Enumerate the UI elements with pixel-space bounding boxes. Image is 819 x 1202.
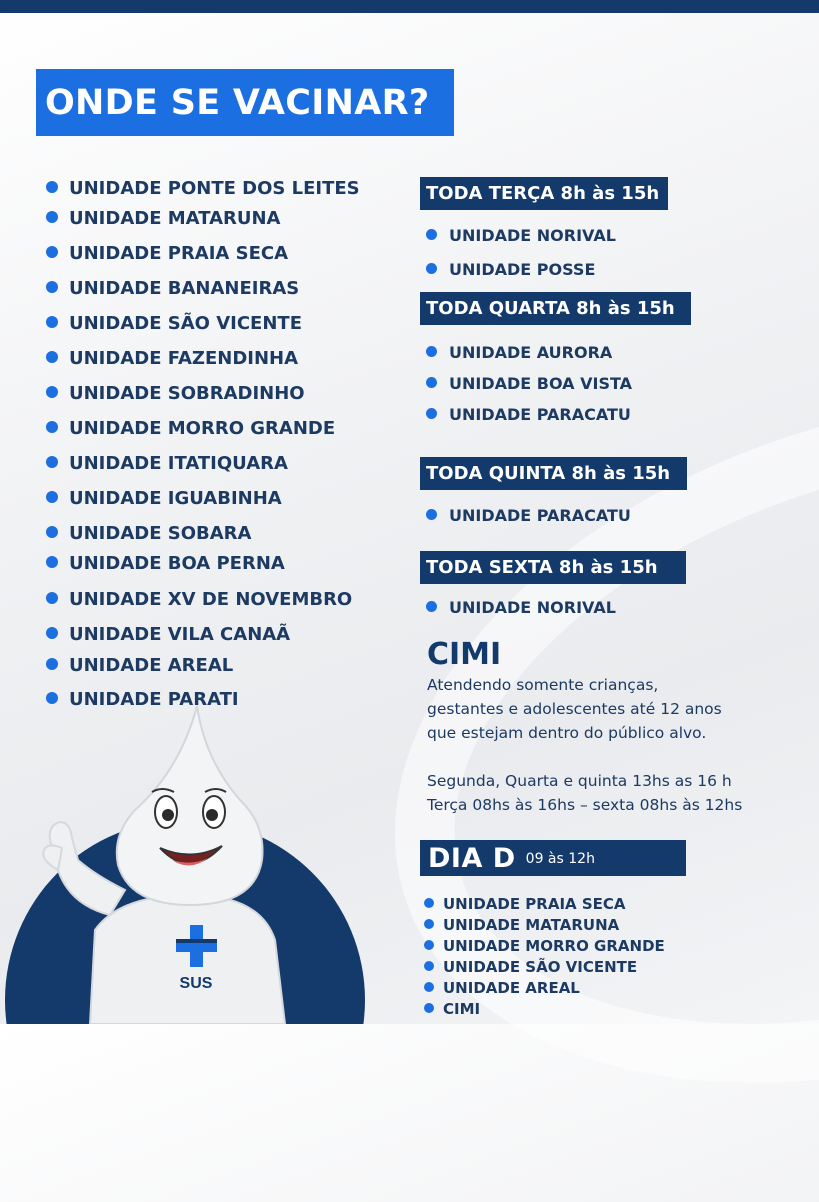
list-item: UNIDADE PARACATU [426, 506, 631, 525]
list-item: UNIDADE NORIVAL [426, 598, 616, 617]
list-item: UNIDADE IGUABINHA [46, 488, 282, 509]
mascot-body [90, 895, 285, 1024]
bullet-icon [426, 509, 437, 520]
bullet-icon [46, 351, 58, 363]
bullet-icon [426, 601, 437, 612]
list-item: UNIDADE ITATIQUARA [46, 453, 288, 474]
list-item: UNIDADE XV DE NOVEMBRO [46, 589, 352, 610]
bullet-icon [46, 386, 58, 398]
bullet-icon [46, 526, 58, 538]
bullet-icon [424, 919, 434, 929]
list-item: UNIDADE PONTE DOS LEITES [46, 178, 360, 199]
top-bar [0, 0, 819, 13]
list-item: UNIDADE AREAL [46, 655, 233, 676]
list-item: UNIDADE PARACATU [426, 405, 631, 424]
dia-d-time: 09 às 12h [525, 851, 595, 867]
schedule-header-sexta: TODA SEXTA 8h às 15h [420, 551, 686, 584]
cimi-description-line: que estejam dentro do público alvo. [427, 724, 707, 742]
list-item: UNIDADE NORIVAL [426, 226, 616, 245]
list-item: UNIDADE FAZENDINHA [46, 348, 298, 369]
bullet-icon [46, 556, 58, 568]
dia-d-label: DIA D [428, 842, 516, 874]
bullet-icon [46, 181, 58, 193]
bullet-icon [424, 898, 434, 908]
bullet-icon [46, 491, 58, 503]
bullet-icon [46, 456, 58, 468]
list-item: CIMI [424, 1000, 480, 1018]
page-title: ONDE SE VACINAR? [36, 69, 454, 136]
bullet-icon [46, 211, 58, 223]
list-item: UNIDADE MORRO GRANDE [46, 418, 335, 439]
dia-d-header [420, 840, 686, 876]
schedule-header-quinta: TODA QUINTA 8h às 15h [420, 457, 687, 490]
mascot-head [117, 706, 263, 905]
list-item: UNIDADE AREAL [424, 979, 580, 997]
bullet-icon [424, 961, 434, 971]
list-item: UNIDADE SOBARA [46, 523, 251, 544]
schedule-header-terca: TODA TERÇA 8h às 15h [420, 177, 668, 210]
bullet-icon [424, 940, 434, 950]
list-item: UNIDADE PRAIA SECA [46, 243, 288, 264]
list-item: UNIDADE POSSE [426, 260, 595, 279]
list-item: UNIDADE VILA CANAÃ [46, 624, 290, 645]
list-item: UNIDADE MATARUNA [424, 916, 619, 934]
bullet-icon [426, 408, 437, 419]
list-item: UNIDADE SÃO VICENTE [46, 313, 302, 334]
bullet-icon [424, 1003, 434, 1013]
bullet-icon [46, 421, 58, 433]
list-item: UNIDADE MATARUNA [46, 208, 280, 229]
bullet-icon [46, 658, 58, 670]
bullet-icon [46, 246, 58, 258]
bullet-icon [46, 627, 58, 639]
list-item: UNIDADE PRAIA SECA [424, 895, 626, 913]
cimi-description-line: Atendendo somente crianças, [427, 676, 659, 694]
schedule-header-quarta: TODA QUARTA 8h às 15h [420, 292, 691, 325]
list-item: UNIDADE BOA VISTA [426, 374, 632, 393]
bullet-icon [46, 281, 58, 293]
list-item: UNIDADE PARATI [46, 689, 239, 710]
bullet-icon [426, 229, 437, 240]
list-item: UNIDADE SOBRADINHO [46, 383, 305, 404]
bullet-icon [46, 592, 58, 604]
list-item: UNIDADE SÃO VICENTE [424, 958, 637, 976]
mascot-hand [43, 845, 62, 870]
bullet-icon [426, 377, 437, 388]
list-item: UNIDADE BOA PERNA [46, 553, 285, 574]
bullet-icon [424, 982, 434, 992]
sus-badge-text: SUS [179, 975, 213, 992]
bullet-icon [426, 346, 437, 357]
bullet-icon [426, 263, 437, 274]
mascot-droplet-illustration [0, 700, 370, 1024]
cimi-description-line: gestantes e adolescentes até 12 anos [427, 700, 722, 718]
cimi-title: CIMI [427, 637, 502, 672]
list-item: UNIDADE AURORA [426, 343, 612, 362]
bullet-icon [46, 316, 58, 328]
list-item: UNIDADE MORRO GRANDE [424, 937, 665, 955]
cimi-hours-line: Segunda, Quarta e quinta 13hs as 16 h [427, 772, 732, 790]
cimi-hours-line: Terça 08hs às 16hs – sexta 08hs às 12hs [427, 796, 743, 814]
list-item: UNIDADE BANANEIRAS [46, 278, 299, 299]
